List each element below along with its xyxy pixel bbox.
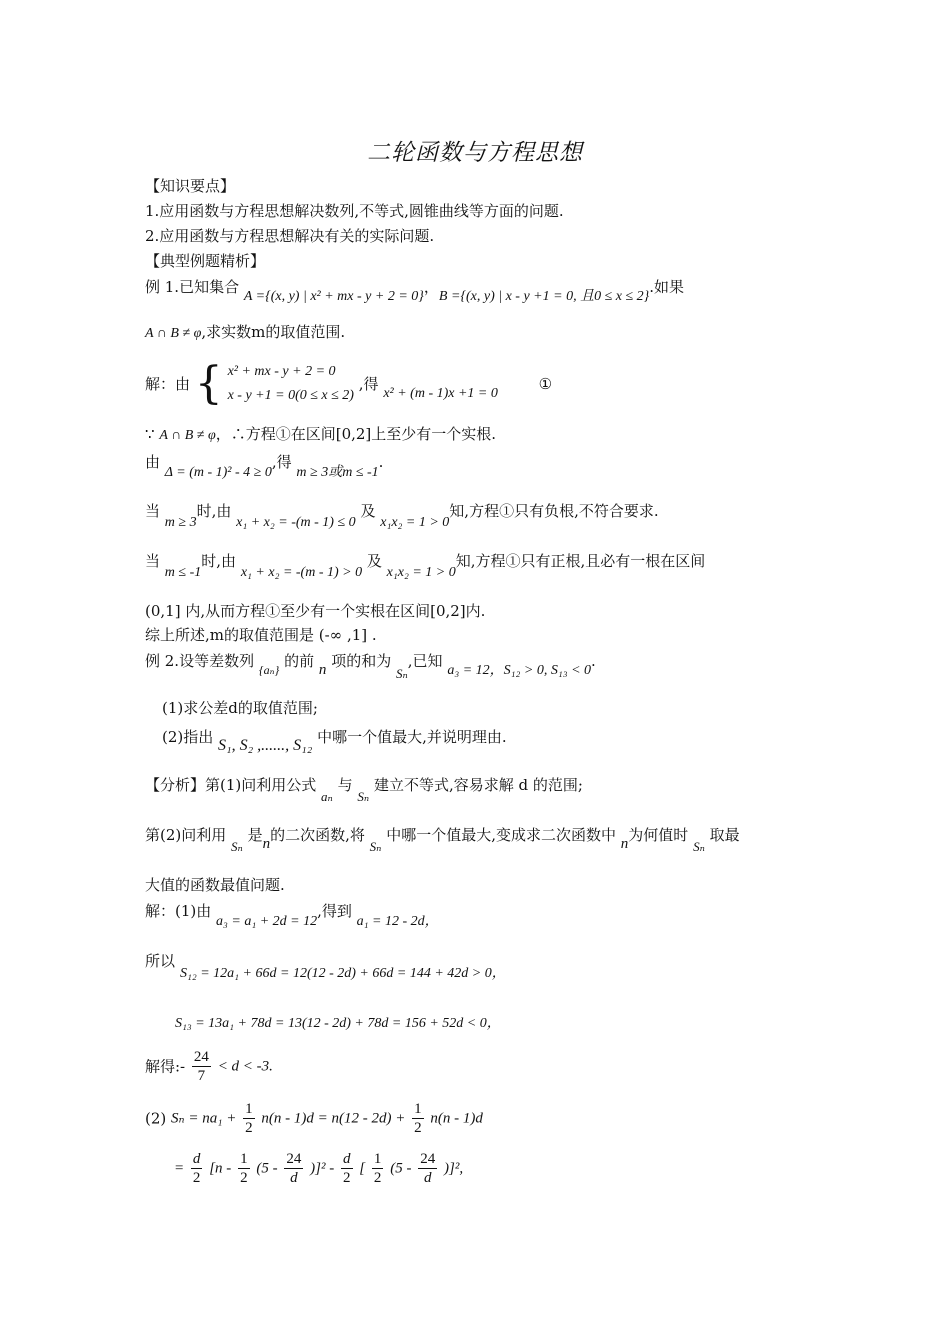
ex2-q1: (1)求公差d的取值范围; — [162, 699, 318, 717]
equation-system: x² + mx - y + 2 = 0 x - y +1 = 0(0 ≤ x ≤ 2) — [227, 364, 354, 403]
discriminant: Δ = (m - 1)² - 4 ≥ 0 — [164, 465, 272, 480]
equation-1: x² + (m - 1)x +1 = 0 — [383, 386, 498, 401]
ex2-statement: 例 2.设等差数列 $_{\{a_n\}}$ 的前 n 项的和为 Sₙ,已知 a₃ = 12，S₁₂ > 0, S₁₃ < 0. — [145, 652, 596, 681]
ex2-analysis-3: 大值的函数最值问题. — [145, 876, 285, 894]
ex2-q2: (2)指出 S₁, S₂ ,......, S₁₂ 中哪一个值最大,并说明理由. — [162, 728, 507, 754]
set-a: A ={(x, y) | x² + mx - y + 2 = 0} — [243, 289, 424, 304]
ex2-part2-line2: = $\frac{d}{2}$ [n - $\frac{1}{2}$ (5 - $\frac{24}{d}$ )]² - $\frac{d}{2}$ [ $\frac{1}{2}$ (5 - $\frac{24}{d}$ )]², — [174, 1151, 464, 1186]
section-analysis: 【分析】 — [145, 776, 206, 794]
ex2-solution-1: 解：(1)由 a₃ = a₁ + 2d = 12,得到 a₁ = 12 - 2d， — [145, 902, 439, 929]
ex1-statement: 例 1.已知集合 A ={(x, y) | x² + mx - y + 2 = 0}，B ={(x, y) | x - y +1 = 0, 且0 ≤ x ≤ 2}.如果 — [145, 278, 685, 304]
ex2-therefore: 所以 — [145, 952, 176, 970]
ex1-because: ∵ A ∩ B ≠ φ，∴方程①在区间[0,2]上至少有一个实根. — [145, 425, 497, 443]
ex1-question: A ∩ B ≠ φ,求实数m的取值范围. — [145, 323, 346, 341]
ex2-analysis-1: 【分析】第(1)问利用公式 aₙ 与 Sₙ 建立不等式,容易求解 d 的范围; — [145, 776, 583, 804]
circled-one: ① — [538, 375, 553, 393]
point-1: 1.应用函数与方程思想解决数列,不等式,圆锥曲线等方面的问题. — [145, 202, 564, 220]
point-2: 2.应用函数与方程思想解决有关的实际问题. — [145, 227, 435, 245]
s13-equation: S₁₃ = 13a₁ + 78d = 13(12 - 2d) + 78d = 156 + 52d < 0， — [175, 1016, 501, 1031]
section-knowledge: 【知识要点】 — [145, 177, 236, 195]
ex2-part2-line1: (2) Sₙ = na₁ + $\frac{1}{2}$ n(n - 1)d = n(12 - 2d) + $\frac{1}{2}$ n(n - 1)d — [145, 1101, 483, 1136]
discriminant-result: m ≥ 3或m ≤ -1 — [296, 465, 379, 480]
fraction-24-7: $\frac{24}{7}$ — [193, 1049, 209, 1084]
ex2-analysis-2: 第(2)问利用 Sₙ 是n的二次函数,将 Sₙ 中哪一个值最大,变成求二次函数中 n为何值时 Sₙ 取最 — [145, 826, 740, 854]
fraction-half-2: $\frac{1}{2}$ — [414, 1101, 422, 1136]
ex1-case-2: 当 m ≤ -1时,由 x₁ + x₂ = -(m - 1) > 0 及 x₁x₂ = 1 > 0知,方程①只有正根,且必有一根在区间 — [145, 552, 706, 580]
page-title: 二轮函数与方程思想 — [367, 140, 583, 166]
ex1-solution-system: 解：由 { x² + mx - y + 2 = 0 x - y +1 = 0(0 ≤ x ≤ 2) ,得 x² + (m - 1)x +1 = 0 ① — [145, 358, 553, 409]
s12-equation: S₁₂ = 12a₁ + 66d = 12(12 - 2d) + 66d = 144 + 42d > 0， — [180, 966, 506, 981]
left-brace: { — [194, 358, 223, 409]
section-examples: 【典型例题精析】 — [145, 252, 266, 270]
ex2-result: 解得:- $\frac{24}{7}$ < d < -3. — [145, 1049, 273, 1084]
ex1-conclusion: 综上所述,m的取值范围是 (-∞ ,1] . — [145, 626, 377, 644]
ex1-discriminant: 由 Δ = (m - 1)² - 4 ≥ 0,得 m ≥ 3或m ≤ -1. — [145, 453, 384, 480]
ex1-case-1: 当 m ≥ 3时,由 x₁ + x₂ = -(m - 1) ≤ 0 及 x₁x₂ = 1 > 0知,方程①只有负根,不符合要求. — [145, 502, 659, 530]
fraction-half: $\frac{1}{2}$ — [245, 1101, 253, 1136]
set-b: B ={(x, y) | x - y +1 = 0, 且0 ≤ x ≤ 2} — [438, 289, 650, 304]
ex1-continuation: (0,1] 内,从而方程①至少有一个实根在区间[0,2]内. — [145, 602, 486, 620]
intersection-condition: A ∩ B ≠ φ — [145, 326, 202, 341]
